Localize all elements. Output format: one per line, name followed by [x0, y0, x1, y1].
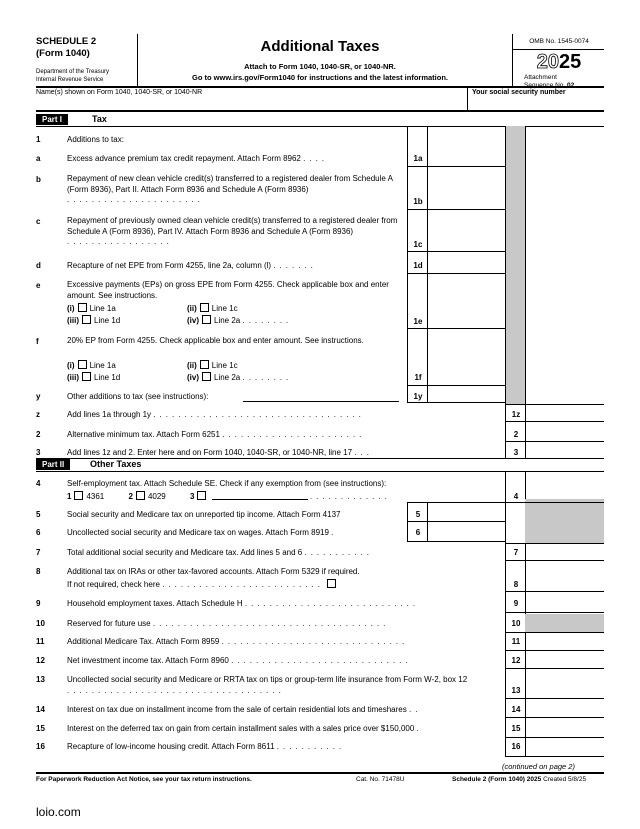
form-title: Additional Taxes — [260, 38, 380, 55]
part-2-title: Other Taxes — [90, 459, 142, 469]
line-1f-checkbox-1c[interactable] — [200, 360, 209, 369]
line-4-checkbox-other[interactable] — [197, 491, 206, 500]
ssn-field-label: Your social security number — [472, 89, 566, 96]
line-9-amount[interactable] — [526, 594, 604, 610]
line-11-label: Additional Medicare Tax. Attach Form 8959 .............................. — [67, 637, 409, 646]
line-1c-amount[interactable] — [428, 233, 504, 251]
line-7-amount[interactable] — [526, 544, 604, 560]
line-2-label: Alternative minimum tax. Attach Form 6251 ....................... — [67, 430, 366, 439]
line-6-amount[interactable] — [428, 523, 504, 539]
line-10-label: Reserved for future use ...................................... — [67, 619, 390, 628]
line-1f-label: 20% EP from Form 4255. Check applicable box and enter amount. See instructions. — [67, 336, 364, 345]
line-1a-label: Excess advance premium tax credit repayment. Attach Form 8962 .... — [67, 154, 329, 163]
line-1e-amount[interactable] — [428, 311, 504, 329]
line-3-amount[interactable] — [526, 443, 604, 459]
continued-note: (continued on page 2) — [502, 762, 575, 771]
line-2-amount[interactable] — [526, 424, 604, 440]
omb-number: OMB No. 1545-0074 — [529, 38, 589, 45]
line-13-amount[interactable] — [526, 680, 604, 696]
line-14-label: Interest on tax due on installment income from the sale of certain residential lots and timeshares .. — [67, 705, 422, 714]
line-1f-checkbox-2a[interactable] — [202, 372, 211, 381]
line-8-label: Additional tax on IRAs or other tax-favored accounts. Attach Form 5329 if required. — [67, 567, 360, 576]
line-1z-amount[interactable] — [526, 405, 604, 421]
schedule-title: SCHEDULE 2 (Form 1040) — [36, 36, 97, 59]
line-1f-checkbox-1a[interactable] — [78, 360, 87, 369]
line-16-label: Recapture of low-income housing credit. Attach Form 8611 ........... — [67, 742, 346, 751]
form-footer: Schedule 2 (Form 1040) 2025 Created 5/8/25 — [452, 776, 587, 783]
line-1e-checkbox-1a[interactable] — [78, 303, 87, 312]
attach-instructions: Attach to Form 1040, 1040-SR, or 1040-NR. Go to www.irs.gov/Form1040 for instructions and the latest information. — [191, 62, 448, 82]
line-1d-amount[interactable] — [428, 255, 504, 273]
line-1y-amount[interactable] — [428, 386, 504, 402]
line-4-label: Self-employment tax. Attach Schedule SE. Check if any exemption from (see instructions): — [67, 479, 387, 488]
part-1-title: Tax — [92, 114, 107, 124]
line-1z-label: Add lines 1a through 1y .................................. — [67, 410, 365, 419]
line-4-amount[interactable] — [526, 485, 604, 501]
line-1c-label: Repayment of previously owned clean vehicle credit(s) transferred to a registered dealer from Schedule A (Form 8936), Part IV. Attach Form 8936 and Schedule A (Form 8936) ................. — [67, 216, 398, 246]
line-1d-label: Recapture of net EPE from Form 4255, line 2a, column (l) ....... — [67, 261, 317, 270]
name-field-label: Name(s) shown on Form 1040, 1040-SR, or 1040-NR — [36, 89, 203, 96]
line-5-label: Social security and Medicare tax on unreported tip income. Attach Form 4137 — [67, 510, 341, 519]
line-1a-amount[interactable] — [428, 148, 504, 166]
line-1e-checkbox-1c[interactable] — [200, 303, 209, 312]
line-11-amount[interactable] — [526, 633, 604, 649]
line-6-label: Uncollected social security and Medicare tax on wages. Attach Form 8919 . — [67, 528, 338, 537]
line-1e-label: Excessive payments (EPs) on gross EPE from Form 4255. Check applicable box and enter amount. See instructions. — [67, 280, 389, 300]
line-4-checkbox-4361[interactable] — [74, 491, 83, 500]
line-1f-checkbox-1d[interactable] — [82, 372, 91, 381]
part-1-label: Part I — [36, 114, 68, 125]
line-15-label: Interest on the deferred tax on gain from certain installment sales with a sales price over $150,000 . — [67, 724, 423, 733]
sequence-number: Attachment — [524, 74, 557, 81]
line-1-label: Additions to tax: — [67, 135, 124, 144]
line-1e-checkbox-1d[interactable] — [82, 315, 91, 324]
line-1y-description[interactable] — [243, 389, 399, 401]
tax-year: 2025 — [536, 51, 582, 73]
line-1b-amount[interactable] — [428, 190, 504, 208]
pra-notice: For Paperwork Reduction Act Notice, see your tax return instructions. — [36, 776, 252, 783]
line-13-label: Uncollected social security and Medicare or RRTA tax on tips or group-term life insurance from Form W-2, box 12 ................................... — [67, 675, 468, 695]
catalog-number: Cat. No. 71478U — [356, 776, 405, 783]
ssn-field[interactable] — [470, 98, 604, 110]
line-4-checkbox-4029[interactable] — [136, 491, 145, 500]
site-watermark: loio.com — [36, 805, 81, 819]
line-9-label: Household employment taxes. Attach Schedule H ............................ — [67, 599, 420, 608]
line-15-amount[interactable] — [526, 719, 604, 735]
line-1f-amount[interactable] — [428, 367, 504, 385]
line-12-label: Net investment income tax. Attach Form 8960 ............................. — [67, 656, 412, 665]
line-12-amount[interactable] — [526, 651, 604, 667]
part-2-label: Part II — [36, 459, 70, 470]
line-5-amount[interactable] — [428, 504, 504, 520]
department-label: Department of the Treasury Internal Revenue Service — [36, 69, 110, 83]
line-8-checkbox[interactable] — [327, 579, 336, 588]
line-7-label: Total additional social security and Medicare tax. Add lines 5 and 6 ........... — [67, 548, 373, 557]
line-3-label: Add lines 1z and 2. Enter here and on Form 1040, 1040-SR, or 1040-NR, line 17 ... — [67, 448, 373, 457]
line-14-amount[interactable] — [526, 700, 604, 716]
line-16-amount[interactable] — [526, 738, 604, 754]
line-8-check-label: If not required, check here — [67, 580, 160, 589]
line-8-amount[interactable] — [526, 574, 604, 590]
line-1y-label: Other additions to tax (see instructions): — [67, 392, 209, 401]
line-4-other-field[interactable] — [212, 491, 308, 500]
line-1e-checkbox-2a[interactable] — [202, 315, 211, 324]
line-1b-label: Repayment of new clean vehicle credit(s) transferred to a registered dealer from Schedule A (Form 8936), Part II. Attach Form 8936 and Schedule A (Form 8936) ...................... — [67, 174, 393, 204]
name-field[interactable] — [36, 98, 466, 110]
